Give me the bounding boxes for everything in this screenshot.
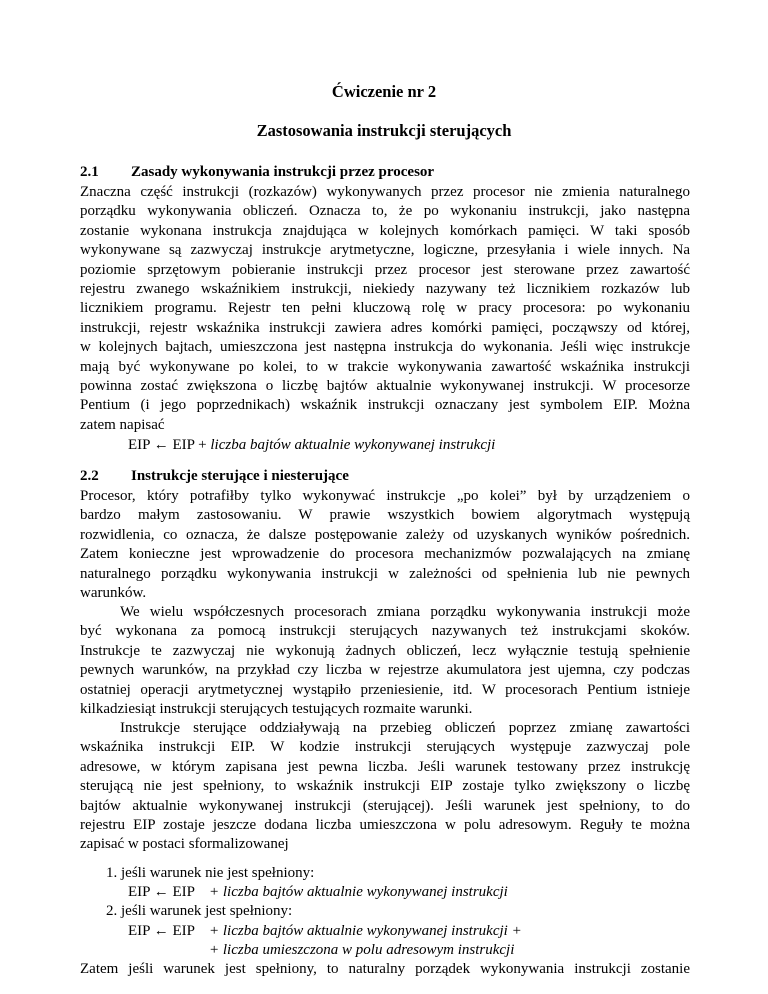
list-item-1-formula xyxy=(128,883,508,902)
text-line: licznikiem programu. Rejestr ten pełni kluczową rolę w pracy procesora: po wykonaniu xyxy=(80,300,690,317)
section-title: Instrukcje sterujące i niesterujące xyxy=(131,468,349,484)
formula-italic: + liczba bajtów aktualnie wykonywanej instrukcji xyxy=(209,884,508,900)
text-line: poziomie sprzętowym pobieranie instrukcji przez procesor jest sterowane przez zawartość xyxy=(80,261,690,278)
text-line: zostanie wykonana instrukcja znajdująca w kolejnych komórkach pamięci. W taki sposób xyxy=(80,222,690,239)
section-number: 2.2 xyxy=(80,468,99,484)
text-line: adresowe, w którym zapisana jest pewna liczba. Jeśli warunek testowany przez instrukcję xyxy=(80,758,690,775)
list-item-2-formula xyxy=(128,922,522,941)
text-line: w kolejnych bajtach, umieszczona jest następna instrukcja do wykonania. Jeśli więc instrukcje xyxy=(80,339,690,356)
formula-prefix: EIP ← EIP + xyxy=(128,437,211,453)
text-line: Pentium (i jego poprzednikach) wskaźnik instrukcji oznaczany jest symbolem EIP. Można xyxy=(80,397,690,414)
section-heading-2-2 xyxy=(80,467,349,486)
text-line: mają być wykonywane po kolei, to w trakcie wykonywania zawartość wskaźnika instrukcji xyxy=(80,358,690,375)
paragraph-2-1 xyxy=(80,183,690,435)
list-item-1-label: 1. jeśli warunek nie jest spełniony: xyxy=(106,865,315,881)
exercise-subtitle: Zastosowania instrukcji sterujących xyxy=(256,121,512,140)
formula-prefix: EIP ← EIP xyxy=(128,884,195,900)
text-line: sterującą nie jest spełniony, to wskaźnik instrukcji EIP zostaje tylko zwiększony o liczbę xyxy=(80,778,690,795)
formula-italic: liczba bajtów aktualnie wykonywanej instrukcji xyxy=(210,437,496,453)
text-line: warunków. xyxy=(80,584,147,601)
text-line: Instrukcje te zazwyczaj nie wykonują żadnych obliczeń, lecz wyłącznie testują spełnienie xyxy=(80,642,690,659)
text-line: naturalnego porządku wykonywania instrukcji w zależności od spełnienia lub nie pewnych xyxy=(80,565,690,582)
text-line: porządku wykonywania obliczeń. Oznacza to, że po wykonaniu instrukcji, jako następna xyxy=(80,203,690,220)
paragraph-2-2-c xyxy=(80,719,690,855)
formula-italic: + liczba bajtów aktualnie wykonywanej instrukcji + xyxy=(209,923,522,939)
text-line: Znaczna część instrukcji (rozkazów) wykonywanych przez procesor nie zmienia naturalnego xyxy=(80,184,690,200)
text-line: rejestru zwanego wskaźnikiem instrukcji, niekiedy nazywany też licznikiem rozkazów lub xyxy=(80,280,690,297)
text-line: wykonywane są zazwyczaj instrukcje arytmetyczne, logiczne, przesyłania i wiele innych. Na xyxy=(80,242,690,259)
text-line: wskaźnika instrukcji EIP. W kodzie instrukcji sterujących występuje zazwyczaj pole xyxy=(80,739,690,756)
section-number: 2.1 xyxy=(80,164,99,180)
text-line: We wielu współczesnych procesorach zmiana porządku wykonywania instrukcji może xyxy=(120,604,690,620)
paragraph-2-2-b xyxy=(80,603,690,719)
text-line: Zatem jeśli warunek jest spełniony, to naturalny porządek wykonywania instrukcji zostanie xyxy=(80,961,690,977)
text-line: Zatem konieczne jest wprowadzenie do procesora mechanizmów pozwalających na zmianę xyxy=(80,546,690,563)
text-line: Procesor, który potrafiłby tylko wykonywać instrukcje „po kolei” był by urządzeniem o xyxy=(80,488,690,504)
eip-formula xyxy=(128,436,495,455)
text-line: powinna zostać zwiększona o liczbę bajtów aktualnie wykonywanej instrukcji. W procesorze xyxy=(80,377,690,394)
text-line: być wykonana za pomocą instrukcji sterujących nazywanych też instrukcjami skoków. xyxy=(80,623,690,640)
text-line: zapisać w postaci sformalizowanej xyxy=(80,836,289,853)
text-line: kilkadziesiąt instrukcji sterujących testujących rozmaite warunki. xyxy=(80,700,473,717)
paragraph-2-2-d xyxy=(80,960,690,979)
text-line: bajtów aktualnie wykonywanej instrukcji (sterującej). Jeśli warunek jest spełniony, to do xyxy=(80,797,690,814)
exercise-title: Ćwiczenie nr 2 xyxy=(331,82,437,101)
text-line: ostatniej operacji arytmetycznej wystąpiło przeniesienie, itd. W procesorach Pentium istnieje xyxy=(80,681,690,698)
paragraph-2-2-a xyxy=(80,487,690,603)
text-line: bardzo małym zastosowaniu. W prawie wszystkich bowiem algorytmach występują xyxy=(80,507,690,524)
text-line: Instrukcje sterujące oddziaływają na przebieg obliczeń poprzez zmianę zawartości xyxy=(120,720,690,736)
list-item-2-formula-cont: + liczba umieszczona w polu adresowym instrukcji xyxy=(209,942,515,958)
text-line: zatem napisać xyxy=(80,416,165,433)
section-heading-2-1 xyxy=(80,163,434,182)
text-line: rejestru EIP zostaje jeszcze dodana liczba umieszczona w polu adresowym. Reguły te można xyxy=(80,816,690,833)
text-line: instrukcji, rejestr wskaźnika instrukcji zawiera adres komórki pamięci, począwszy od której, xyxy=(80,319,690,336)
section-title: Zasady wykonywania instrukcji przez procesor xyxy=(131,164,435,180)
text-line: rozwidlenia, co oznacza, że dalsze postępowanie zależy od uzyskanych wyników pośrednich. xyxy=(80,526,690,543)
formula-prefix: EIP ← EIP xyxy=(128,923,195,939)
text-line: pewnych warunków, na przykład czy liczba w rejestrze akumulatora jest ujemna, czy podczas xyxy=(80,662,690,679)
list-item-2-label: 2. jeśli warunek jest spełniony: xyxy=(106,903,293,919)
